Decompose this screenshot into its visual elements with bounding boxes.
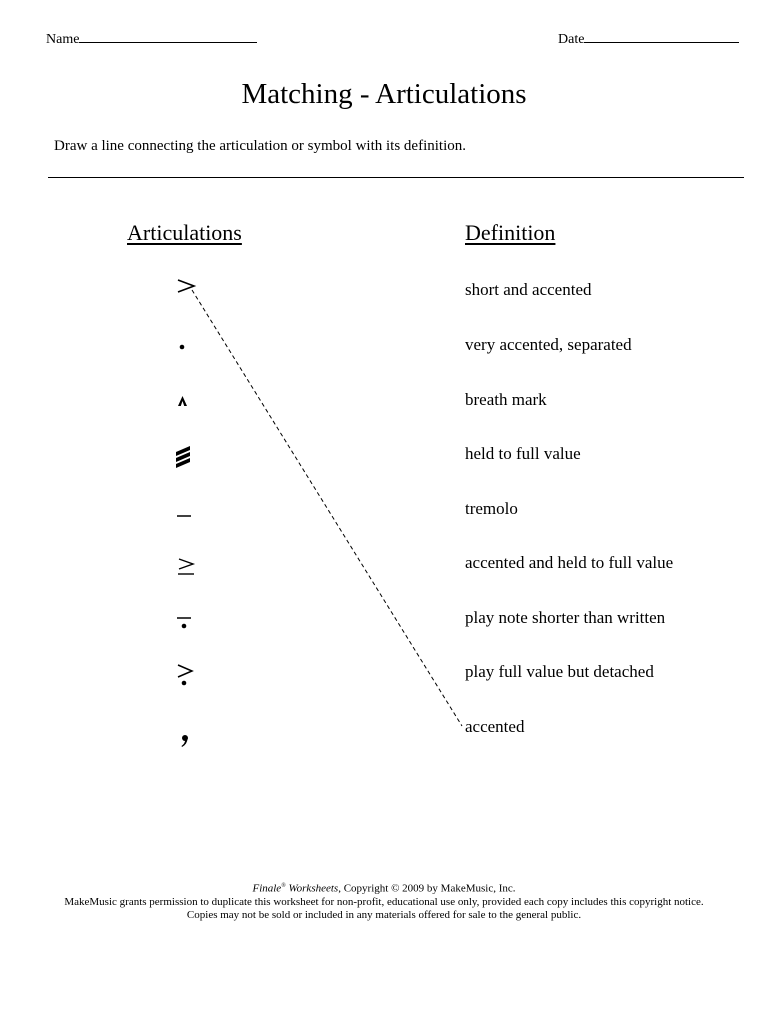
- definition-item: short and accented: [465, 280, 592, 299]
- registered-mark: ®: [281, 883, 286, 889]
- instructions-text: Draw a line connecting the articulation or symbol with its definition.: [54, 138, 466, 154]
- name-blank-line: [79, 30, 257, 43]
- footer-line-1: [0, 880, 768, 896]
- footer-line-2: MakeMusic grants permission to duplicate this worksheet for non-profit, educational use only, provided each copy includes this copyright notice.: [64, 895, 704, 908]
- name-label: Name: [46, 32, 80, 47]
- footer-line-3: Copies may not be sold or included in any materials offered for sale to the general public.: [186, 908, 582, 921]
- date-field: [558, 30, 739, 48]
- footer-brand-suffix: Worksheets: [285, 882, 339, 895]
- copyright-footer: [0, 880, 768, 922]
- definition-heading: Definition: [465, 220, 556, 245]
- definition-item: accented and held to full value: [465, 553, 674, 572]
- definition-item: accented: [465, 717, 525, 736]
- definition-item: tremolo: [465, 499, 518, 518]
- definition-item: play note shorter than written: [465, 608, 666, 627]
- footer-brand: Finale: [252, 882, 282, 895]
- date-label: Date: [558, 32, 585, 47]
- name-field: [46, 30, 257, 48]
- example-connector-line: [180, 280, 470, 740]
- articulations-heading: Articulations: [127, 220, 242, 245]
- definition-item: breath mark: [465, 390, 547, 409]
- definition-item: very accented, separated: [465, 335, 632, 354]
- footer-copyright: , Copyright © 2009 by MakeMusic, Inc.: [338, 882, 516, 895]
- header-divider: [48, 177, 744, 178]
- date-blank-line: [584, 30, 739, 43]
- page-title: Matching - Articulations: [241, 78, 527, 110]
- definition-item: held to full value: [465, 444, 581, 463]
- definition-item: play full value but detached: [465, 662, 654, 681]
